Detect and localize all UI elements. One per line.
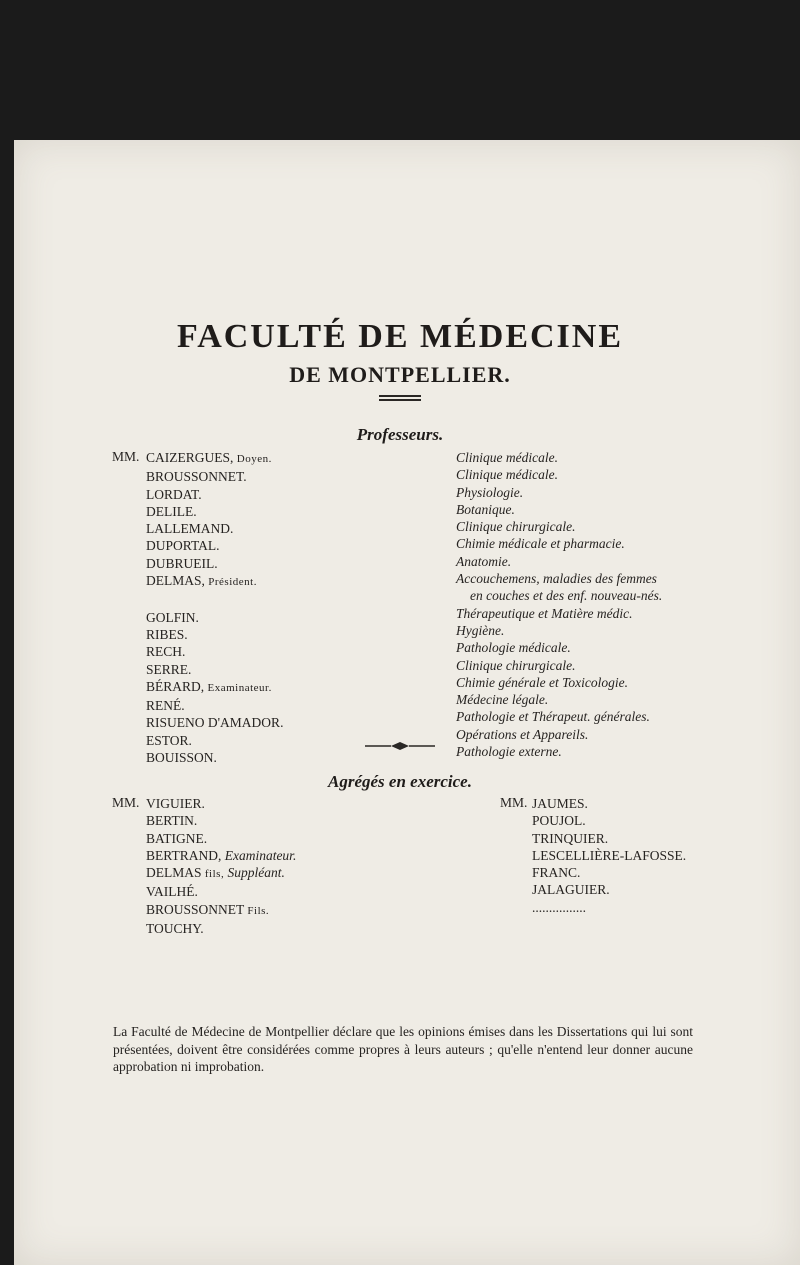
professor-subject: Pathologie et Thérapeut. générales. [456,709,650,725]
professor-row [146,503,283,520]
professor-name: ESTOR. [146,732,192,748]
agrege-row [146,883,296,900]
professor-row [146,643,283,660]
professor-subject: Clinique chirurgicale. [456,519,576,535]
professor-name: BÉRARD, [146,678,208,694]
agrege-name: DELMAS [146,865,205,881]
agrege-row [146,847,296,864]
professor-row [146,749,283,766]
professor-subject: Pathologie médicale. [456,640,571,656]
professor-row [146,732,283,749]
agrege-role: Examinateur. [224,847,297,863]
agrege-row [146,795,296,812]
document-page [14,140,800,1265]
divider-ornament [365,741,435,751]
professor-subject: Accouchemens, maladies des femmes [456,571,657,587]
agreges-left-prefix: MM. [112,795,140,810]
agrege-name: VAILHÉ. [146,884,198,900]
professor-name: BROUSSONNET. [146,469,247,485]
professor-row [146,537,283,554]
professor-name: RISUENO D'AMADOR. [146,715,284,731]
professor-name: LALLEMAND. [146,521,234,537]
professor-name: BOUISSON. [146,750,217,766]
agrege-row: JALAGUIER. [532,882,610,898]
agrege-suffix: fils, [204,868,228,881]
professor-row [146,591,283,608]
agreges-left-list [146,795,296,937]
professor-role: Président. [208,576,257,589]
agrege-row [146,864,296,883]
agrege-row: TRINQUIER. [532,830,609,846]
agreges-right-list [532,795,686,916]
agrege-name: VIGUIER. [146,796,205,811]
professor-row [146,626,283,643]
agrege-row: POUJOL. [532,813,586,829]
professor-row [146,661,283,678]
professor-name: DELILE. [146,503,197,519]
professor-row [146,520,283,537]
professor-row [146,449,283,468]
professor-row [146,697,283,714]
professor-subject: Thérapeutique et Matière médic. [456,605,633,621]
title-rule-lower [379,399,421,401]
professeurs-subjects [456,449,662,760]
faculty-notice: La Faculté de Médecine de Montpellier déclare que les opinions émises dans les Dissertations qui lui sont présentées, doivent être considérées comme propres à leurs auteurs ; qu'elle n'entend leur donner aucune approbation ni improbation. [113,1024,693,1074]
professor-row [146,609,283,626]
professor-name: DUBRUEIL. [146,555,218,571]
professor-subject: Anatomie. [456,553,512,569]
professor-name: CAIZERGUES, [146,450,237,465]
page-subtitle: DE MONTPELLIER. [289,362,511,387]
professor-subject: Médecine légale. [456,692,549,708]
professor-subject: Opérations et Appareils. [456,726,589,742]
title-rule [379,395,421,397]
professor-row [146,468,283,485]
professor-row [146,572,283,591]
agrege-row: LESCELLIÈRE-LAFOSSE. [532,847,687,863]
professor-row [146,555,283,572]
professor-subject: Pathologie externe. [456,744,562,760]
professor-name: GOLFIN. [146,609,199,625]
professor-row [146,678,283,697]
professeurs-prefix: MM. [112,449,140,464]
professor-name: SERRE. [146,661,192,677]
agrege-row [146,830,296,847]
agrege-row [146,920,296,937]
agreges-right-prefix: MM. [500,795,528,810]
professor-role: Doyen. [236,453,272,465]
professor-role: Examinateur. [207,681,272,694]
professor-row [146,486,283,503]
professor-name: RENÉ. [146,698,185,714]
professor-subject: Clinique médicale. [456,467,558,483]
professor-subject: Clinique chirurgicale. [456,657,576,673]
agrege-row: ................ [532,899,586,915]
agrege-name: BROUSSONNET [146,901,248,917]
agrege-role: Suppléant. [227,865,285,881]
professor-row [146,714,283,731]
agrege-row [146,812,296,829]
agrege-suffix: Fils. [247,904,270,917]
agreges-heading: Agrégés en exercice. [328,772,472,791]
agrege-row [146,901,296,920]
agrege-row: FRANC. [532,865,581,881]
professor-name: LORDAT. [146,486,202,502]
agrege-name: BERTIN. [146,813,198,829]
professor-name: DELMAS, [146,573,209,589]
agrege-row: JAUMES. [532,796,588,811]
agrege-name: TOUCHY. [146,921,204,937]
agrege-name: BATIGNE. [146,830,208,846]
professor-subject: Physiologie. [456,484,524,500]
professor-subject: Chimie générale et Toxicologie. [456,674,628,690]
professor-subject: en couches et des enf. nouveau-nés. [470,588,663,604]
page-title: FACULTÉ DE MÉDECINE [176,318,624,355]
professor-subject: Botanique. [456,501,515,517]
professor-name: RECH. [146,644,186,660]
professeurs-heading: Professeurs. [356,425,444,444]
professor-name: RIBES. [146,626,188,642]
professor-subject: Hygiène. [456,622,505,638]
professor-subject: Chimie médicale et pharmacie. [456,536,625,552]
professor-subject: Clinique médicale. [456,450,558,465]
professeurs-names [146,449,283,766]
agrege-name: BERTRAND, [146,847,225,863]
professor-name: DUPORTAL. [146,538,220,554]
